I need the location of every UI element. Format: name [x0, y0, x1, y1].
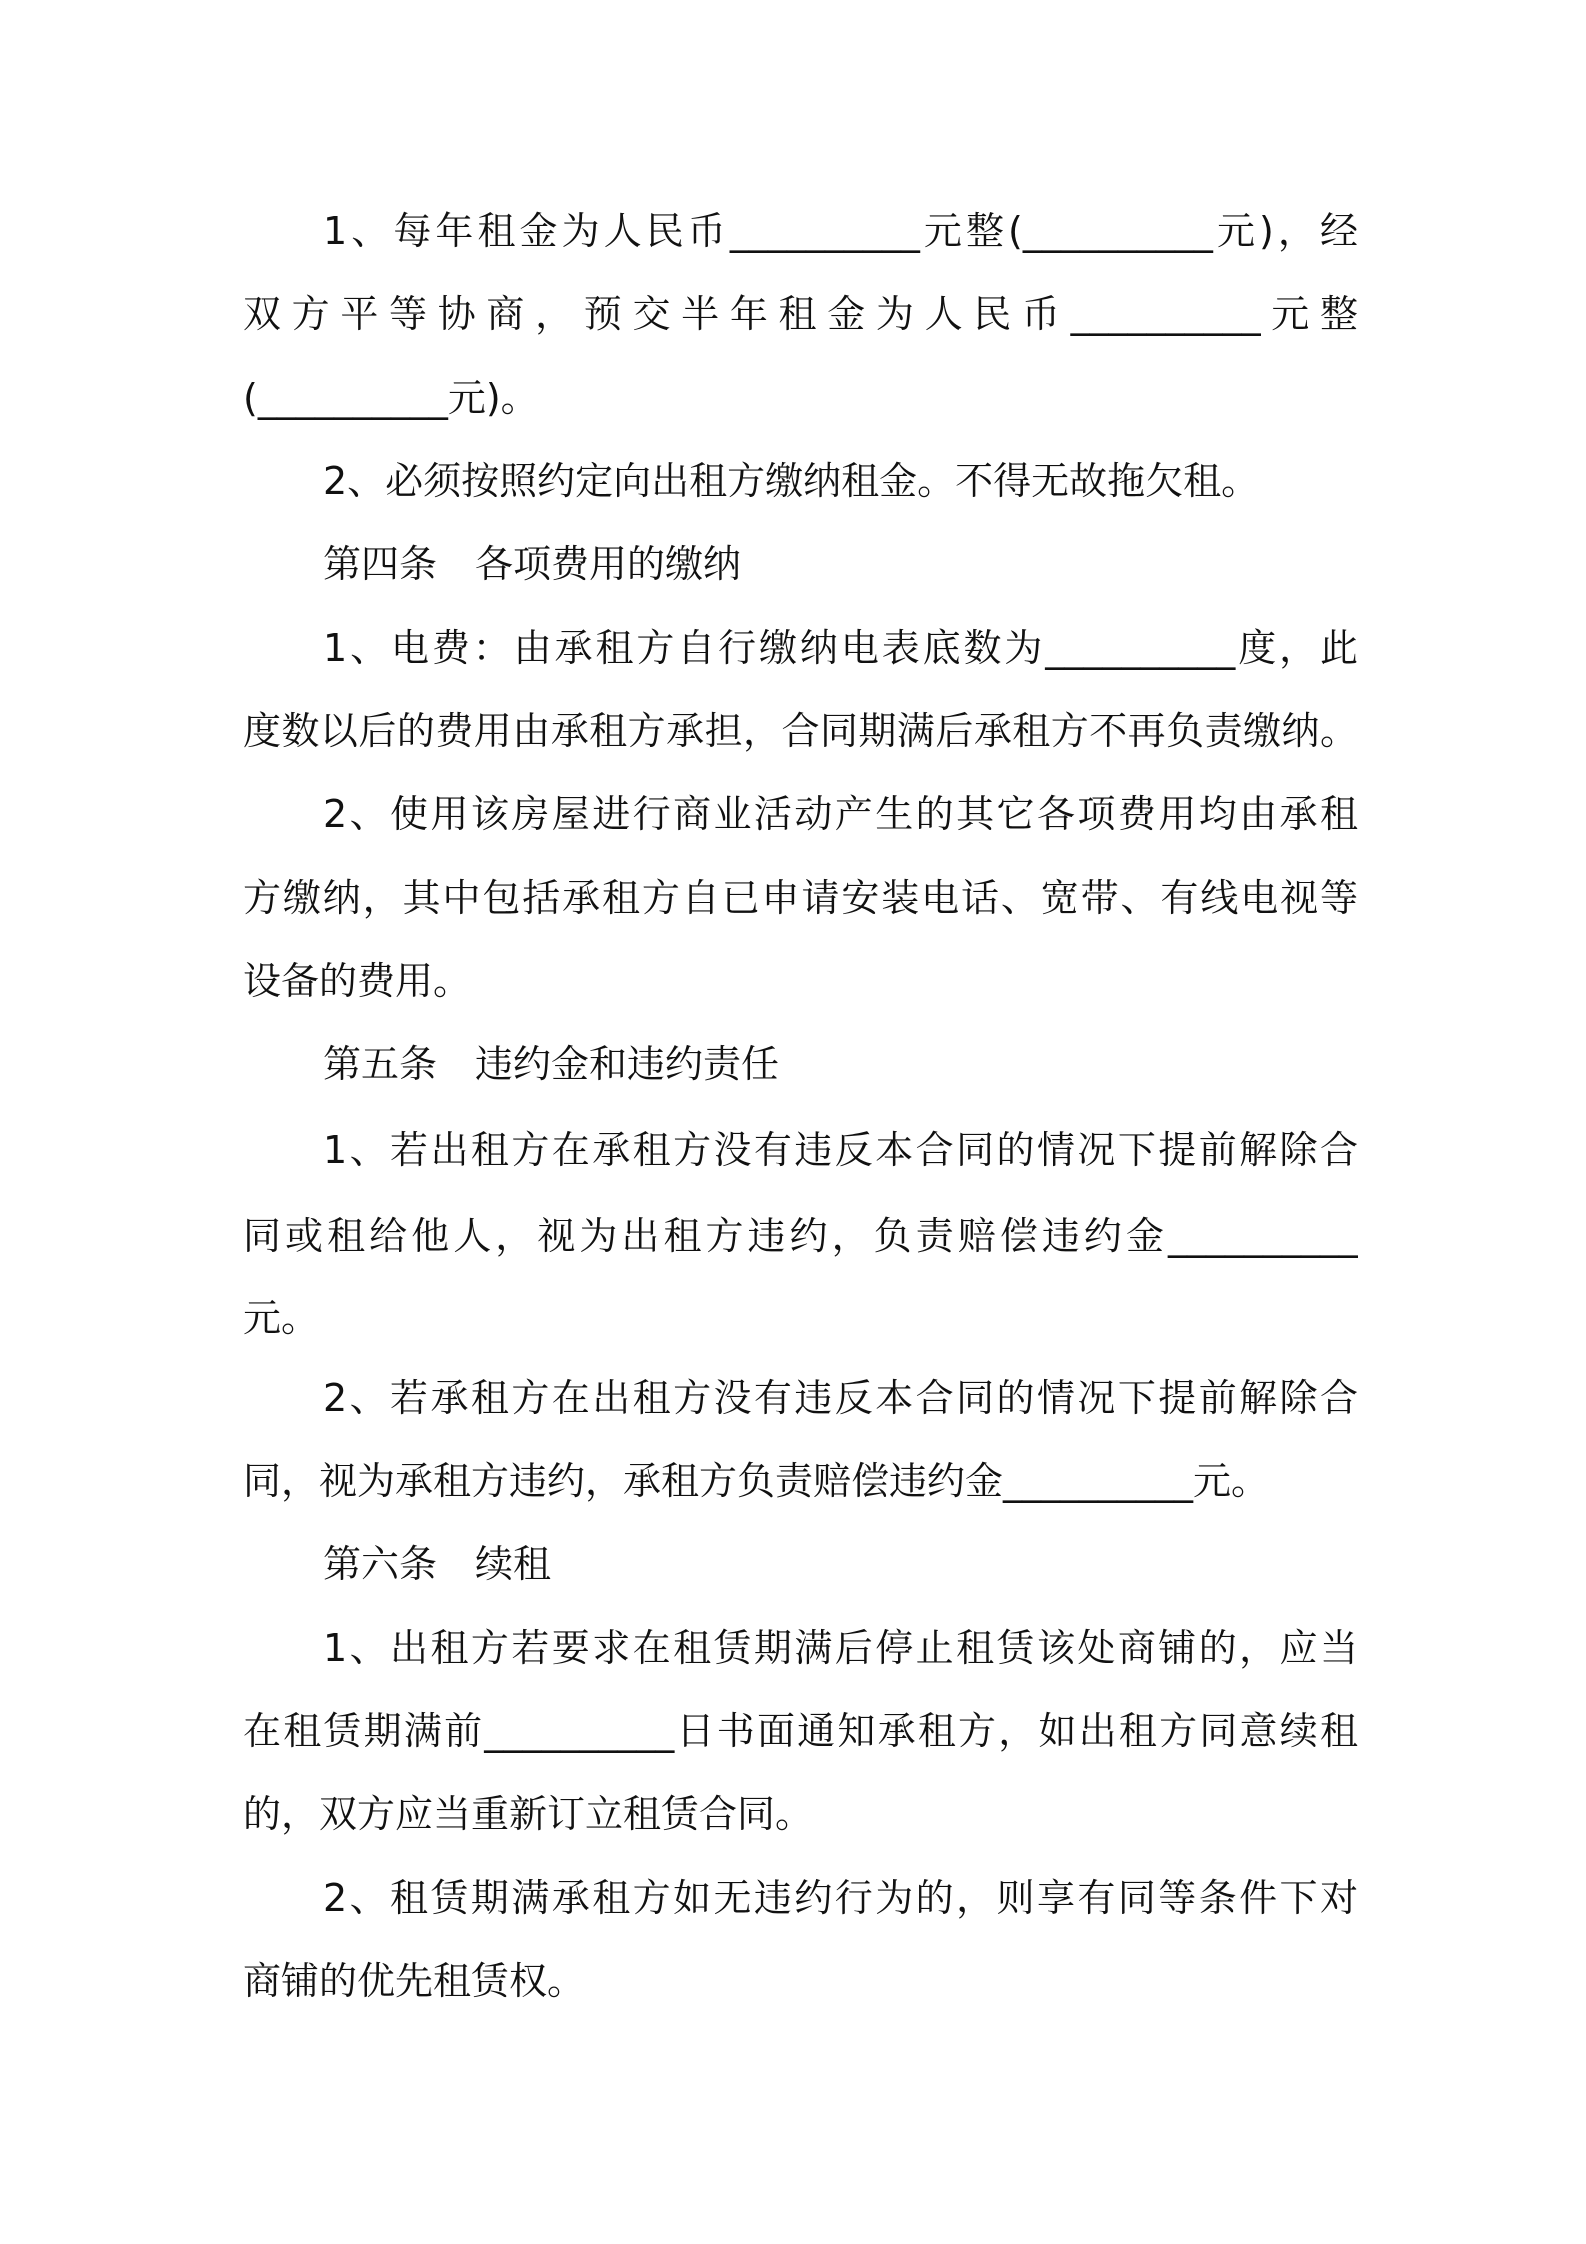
- rent-clause-1-line-3: (__________元)。: [243, 376, 539, 420]
- fees-clause-2-line-3: 设备的费用。: [243, 959, 472, 1003]
- renewal-clause-1-line-3: 的，双方应当重新订立租赁合同。: [243, 1792, 814, 1836]
- renewal-clause-1-line-1: 1、出租方若要求在租赁期满后停止租赁该处商铺的，应当: [323, 1626, 1358, 1670]
- renewal-clause-2-line-2: 商铺的优先租赁权。: [243, 1959, 586, 2003]
- renewal-clause-1-line-2: 在租赁期满前__________日书面通知承租方，如出租方同意续租: [243, 1709, 1358, 1753]
- penalty-clause-1-line-2: 同或租给他人，视为出租方违约，负责赔偿违约金__________: [243, 1214, 1358, 1258]
- renewal-clause-2-line-1: 2、租赁期满承租方如无违约行为的，则享有同等条件下对: [323, 1876, 1358, 1920]
- penalty-clause-1-line-1: 1、若出租方在承租方没有违反本合同的情况下提前解除合: [323, 1128, 1358, 1172]
- rent-clause-1-line-2: 双方平等协商，预交半年租金为人民币__________元整: [243, 292, 1358, 336]
- fees-clause-1-line-2: 度数以后的费用由承租方承担，合同期满后承租方不再负责缴纳。: [243, 709, 1358, 753]
- penalty-clause-2-line-1: 2、若承租方在出租方没有违反本合同的情况下提前解除合: [323, 1376, 1358, 1420]
- fees-clause-2-line-2: 方缴纳，其中包括承租方自已申请安装电话、宽带、有线电视等: [243, 876, 1358, 920]
- rent-clause-2: 2、必须按照约定向出租方缴纳租金。不得无故拖欠租。: [323, 459, 1260, 503]
- rent-clause-1-line-1: 1、每年租金为人民币__________元整(__________元)，经: [323, 209, 1358, 253]
- article-6-heading: 第六条 续租: [323, 1542, 552, 1586]
- fees-clause-2-line-1: 2、使用该房屋进行商业活动产生的其它各项费用均由承租: [323, 792, 1358, 836]
- fees-clause-1-line-1: 1、电费：由承租方自行缴纳电表底数为__________度，此: [323, 626, 1358, 670]
- penalty-clause-1-line-3: 元。: [243, 1296, 320, 1340]
- article-4-heading: 第四条 各项费用的缴纳: [323, 542, 742, 586]
- article-5-heading: 第五条 违约金和违约责任: [323, 1042, 780, 1086]
- penalty-clause-2-line-2: 同，视为承租方违约，承租方负责赔偿违约金__________元。: [243, 1459, 1270, 1503]
